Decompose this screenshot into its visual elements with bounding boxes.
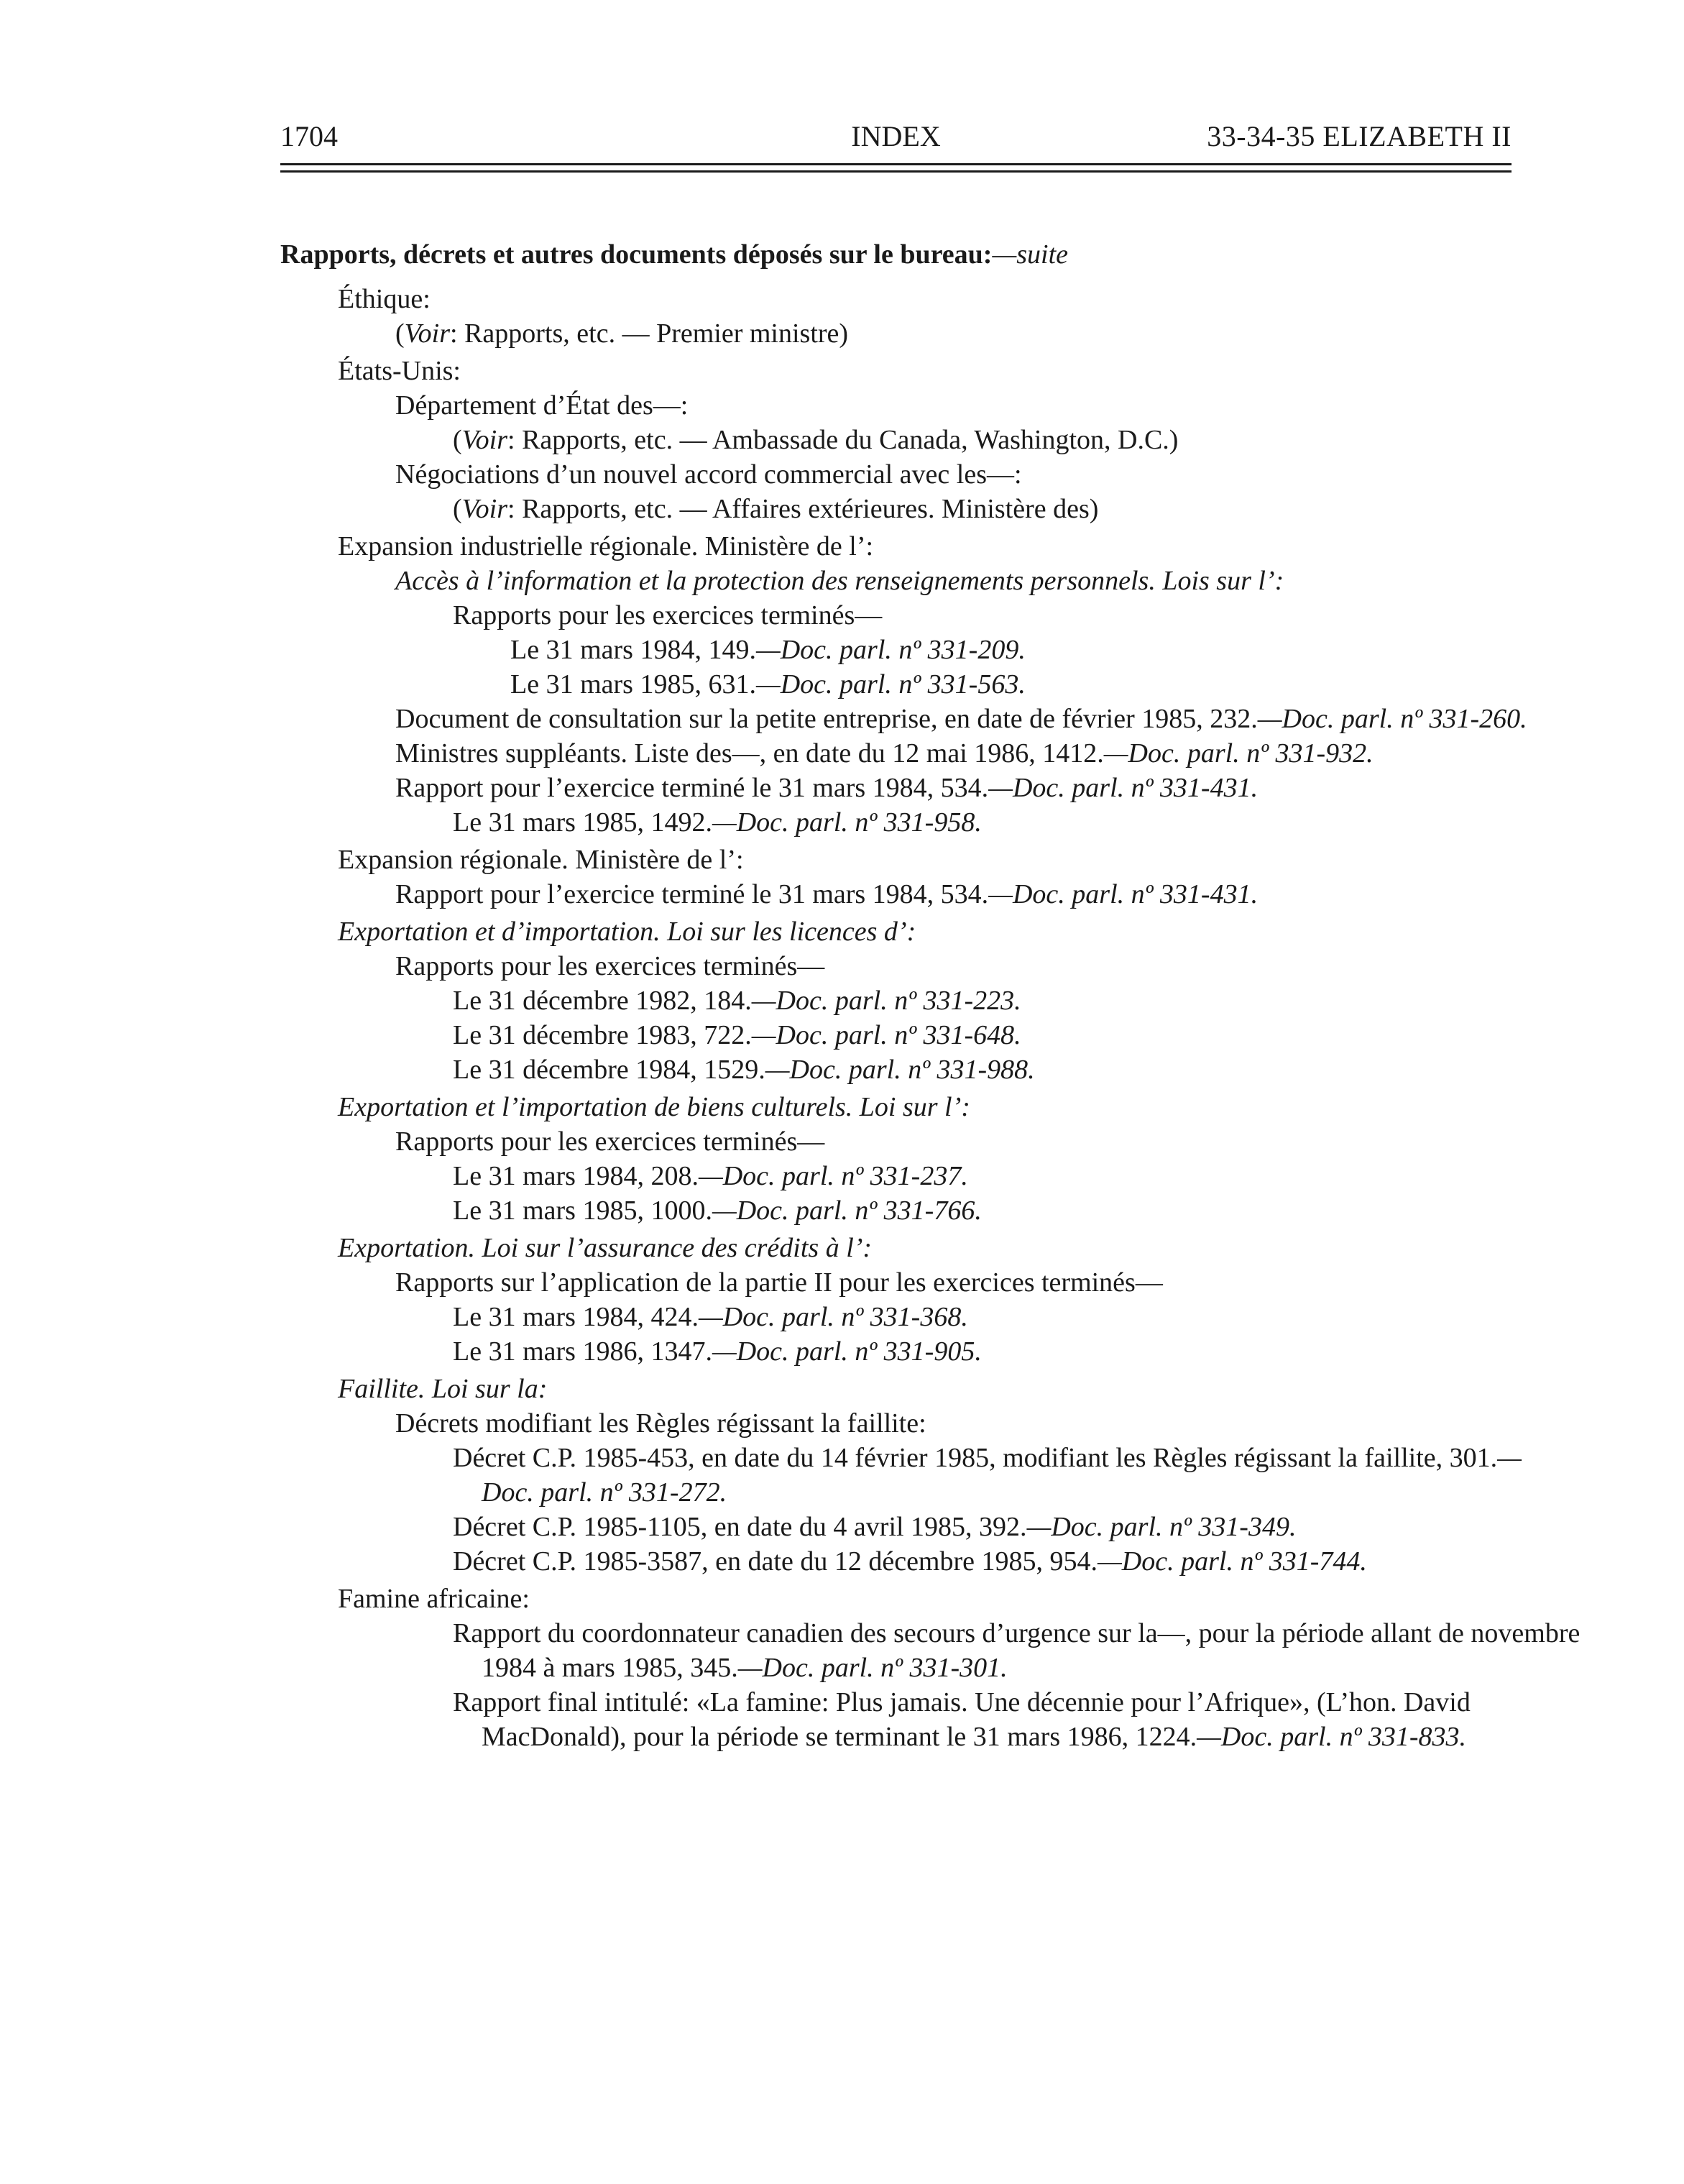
subentry-rapports: Rapports pour les exercices terminés— — [395, 951, 825, 981]
report-line: Le 31 mars 1986, 1347.—Doc. parl. nº 331-905. — [453, 1336, 982, 1367]
header-rule-top — [280, 163, 1512, 165]
report-line: Le 31 décembre 1983, 722.—Doc. parl. nº 331-648. — [453, 1020, 1021, 1050]
subentry-rapports: Rapports sur l’application de la partie II pour les exercices terminés— — [395, 1267, 1163, 1298]
page-header — [280, 115, 1512, 158]
report-line: Le 31 mars 1985, 631.—Doc. parl. nº 331-563. — [510, 669, 1026, 699]
see-reference: (Voir: Rapports, etc. — Ambassade du Canada, Washington, D.C.) — [453, 425, 1179, 455]
index-content — [280, 237, 1581, 1754]
running-title: INDEX — [851, 120, 941, 152]
subentry-rapport-exercice: Rapport pour l’exercice terminé le 31 mars 1984, 534.—Doc. parl. nº 331-431. — [395, 773, 1259, 803]
decree-line: Décret C.P. 1985-453, en date du 14 février 1985, modifiant les Règles régissant la faillite, 301.—Doc. parl. nº 331-272. — [453, 1443, 1522, 1508]
subentry-ministres-suppleants: Ministres suppléants. Liste des—, en date du 12 mai 1986, 1412.—Doc. parl. nº 331-932. — [395, 738, 1374, 768]
subentry-negociations: Négociations d’un nouvel accord commercial avec les—: — [395, 459, 1022, 490]
report-line: Rapport du coordonnateur canadien des secours d’urgence sur la—, pour la période allant de novembre 1984 à mars 1985, 345.—Doc. parl. nº 331-301. — [453, 1618, 1581, 1683]
see-reference: (Voir: Rapports, etc. — Premier ministre) — [395, 318, 849, 349]
reign-label: 33-34-35 ELIZABETH II — [1207, 120, 1512, 152]
section-heading: Rapports, décrets et autres documents déposés sur le bureau:—suite — [280, 239, 1069, 270]
report-line: Le 31 mars 1985, 1000.—Doc. parl. nº 331-766. — [453, 1196, 982, 1226]
entry-faillite: Faillite. Loi sur la: — [338, 1374, 548, 1404]
subentry-rapports: Rapports pour les exercices terminés— — [395, 1127, 825, 1157]
entry-exportation-licences: Exportation et d’importation. Loi sur les licences d’: — [338, 917, 916, 947]
entry-etats-unis: États-Unis: — [338, 356, 461, 386]
report-line: Le 31 décembre 1984, 1529.—Doc. parl. nº 331-988. — [453, 1055, 1035, 1085]
subentry-departement: Département d’État des—: — [395, 390, 689, 421]
subentry-document-consultation: Document de consultation sur la petite entreprise, en date de février 1985, 232.—Doc. parl. nº 331-260. — [395, 704, 1527, 734]
subentry-rapports: Rapports pour les exercices terminés— — [453, 600, 883, 630]
report-line: Le 31 mars 1984, 424.—Doc. parl. nº 331-368. — [453, 1302, 968, 1332]
entry-exportation-credits: Exportation. Loi sur l’assurance des crédits à l’: — [338, 1233, 873, 1263]
entry-expansion-industrielle: Expansion industrielle régionale. Ministère de l’: — [338, 531, 874, 561]
subentry-rapport-exercice: Rapport pour l’exercice terminé le 31 mars 1984, 534.—Doc. parl. nº 331-431. — [395, 879, 1259, 909]
entry-ethique: Éthique: — [338, 284, 431, 314]
report-line: Le 31 mars 1984, 149.—Doc. parl. nº 331-209. — [510, 635, 1026, 665]
entry-famine-africaine: Famine africaine: — [338, 1584, 530, 1614]
report-line: Le 31 mars 1985, 1492.—Doc. parl. nº 331-958. — [453, 807, 982, 838]
decree-line: Décret C.P. 1985-1105, en date du 4 avril 1985, 392.—Doc. parl. nº 331-349. — [453, 1512, 1297, 1542]
see-reference: (Voir: Rapports, etc. — Affaires extérieures. Ministère des) — [453, 494, 1099, 524]
subentry-decrets: Décrets modifiant les Règles régissant la faillite: — [395, 1408, 926, 1439]
header-rule-bottom — [280, 170, 1512, 173]
entry-exportation-biens-culturels: Exportation et l’importation de biens culturels. Loi sur l’: — [338, 1092, 970, 1122]
decree-line: Décret C.P. 1985-3587, en date du 12 décembre 1985, 954.—Doc. parl. nº 331-744. — [453, 1546, 1367, 1577]
subentry-acces-information: Accès à l’information et la protection des renseignements personnels. Lois sur l’: — [395, 566, 1284, 596]
report-line: Rapport final intitulé: «La famine: Plus jamais. Une décennie pour l’Afrique», (L’hon. David MacDonald), pour la période se terminant le 31 mars 1986, 1224.—Doc. parl. nº 331-833. — [453, 1687, 1471, 1752]
report-line: Le 31 mars 1984, 208.—Doc. parl. nº 331-237. — [453, 1161, 968, 1191]
page-number: 1704 — [280, 120, 338, 152]
report-line: Le 31 décembre 1982, 184.—Doc. parl. nº 331-223. — [453, 986, 1021, 1016]
entry-expansion-regionale: Expansion régionale. Ministère de l’: — [338, 845, 744, 875]
